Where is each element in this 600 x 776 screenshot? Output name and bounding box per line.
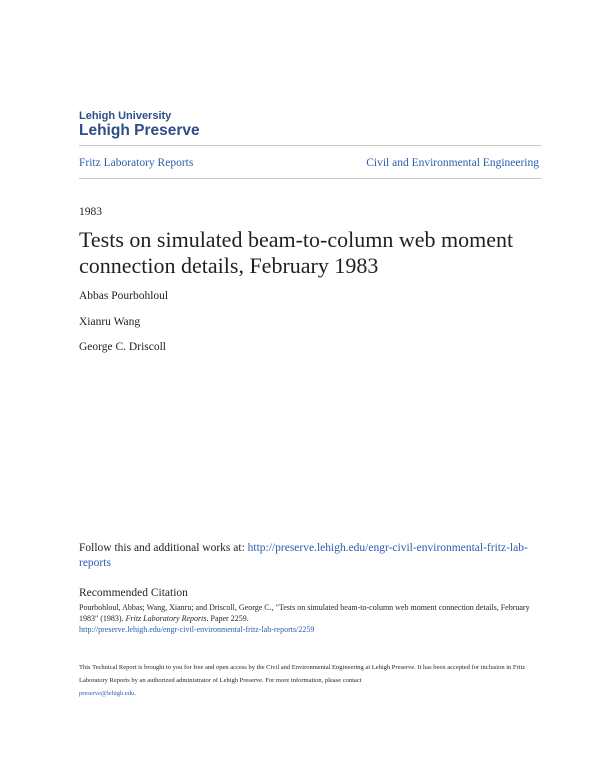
author-3: George C. Driscoll <box>79 341 166 353</box>
follow-works-line <box>79 541 541 571</box>
series-link-civil-engineering[interactable]: Civil and Environmental Engineering <box>366 157 539 169</box>
contact-email-link[interactable]: preserve@lehigh.edu <box>79 690 135 697</box>
author-1: Abbas Pourbohloul <box>79 290 169 302</box>
access-notice <box>79 661 541 700</box>
divider-bottom <box>79 178 541 179</box>
email-suffix: . <box>134 690 136 697</box>
recommended-citation-heading: Recommended Citation <box>79 587 188 599</box>
citation-paper: . Paper 2259. <box>206 614 249 623</box>
institution-name: Lehigh University <box>79 110 172 122</box>
repository-name[interactable]: Lehigh Preserve <box>79 122 200 139</box>
citation-link[interactable]: http://preserve.lehigh.edu/engr-civil-environmental-fritz-lab-reports/2259 <box>79 625 315 634</box>
author-2: Xianru Wang <box>79 316 141 328</box>
follow-link[interactable]: http://preserve.lehigh.edu/engr-civil-environmental-fritz-lab-reports <box>79 542 528 569</box>
follow-prefix: Follow this and additional works at: <box>79 542 248 554</box>
publication-year: 1983 <box>79 206 102 218</box>
document-title: Tests on simulated beam-to-column web moment connection details, February 1983 <box>79 227 514 278</box>
citation-series: Fritz Laboratory Reports <box>125 614 207 623</box>
series-link-fritz-reports[interactable]: Fritz Laboratory Reports <box>79 157 194 169</box>
divider-top <box>79 145 541 146</box>
recommended-citation <box>79 602 541 635</box>
citation-text: Pourbohloul, Abbas; Wang, Xianru; and Driscoll, George C., "Tests on simulated beam-to-column web moment connection details, February 1983" (1983). <box>79 603 530 623</box>
access-notice-text: This Technical Report is brought to you for free and open access by the Civil and Environmental Engineering at Lehigh Preserve. It has been accepted for inclusion in Fritz Laboratory Reports by an authorized administrator of Lehigh Preserve. For more information, please contact <box>79 664 526 684</box>
